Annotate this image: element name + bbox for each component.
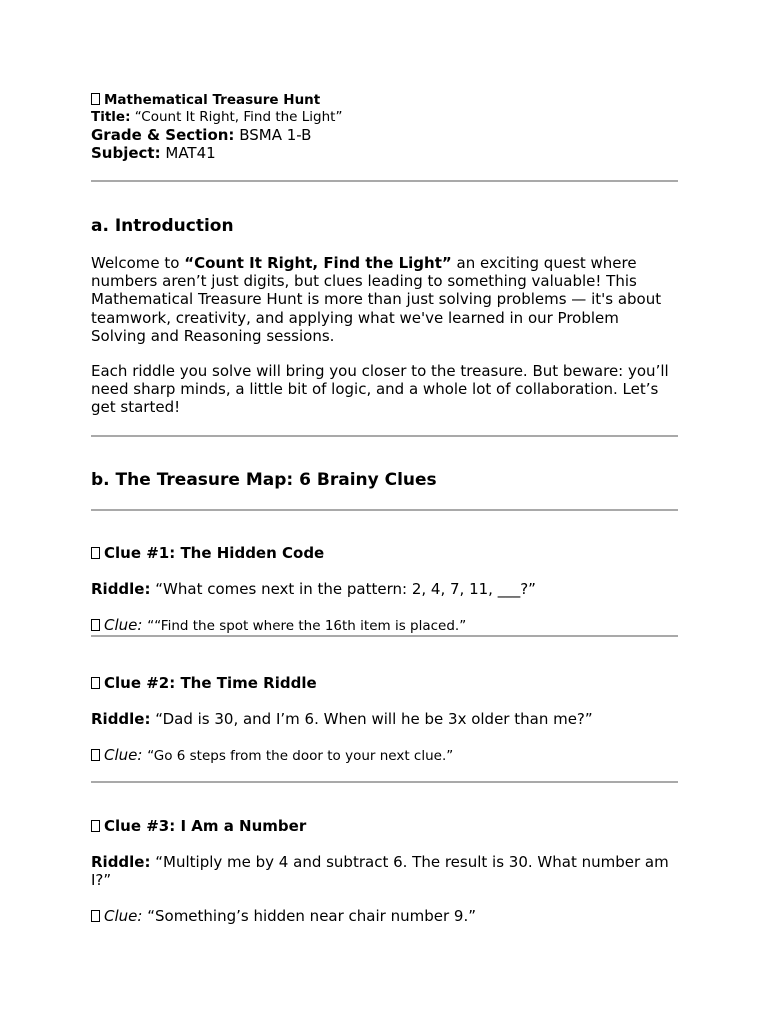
divider: [91, 635, 678, 637]
title-label: Title:: [91, 109, 131, 125]
missing-glyph-icon: [91, 749, 100, 761]
intro-paragraph-1: [91, 254, 678, 345]
subject-line: [91, 144, 678, 162]
clue-3-hint: Clue: “Something’s hidden near chair number 9.”: [91, 907, 476, 925]
intro-p1-bold: “Count It Right, Find the Light”: [184, 254, 452, 272]
clue-3-riddle: Riddle: “Multiply me by 4 and subtract 6. The result is 30. What number am I?”: [91, 853, 669, 889]
clue-1-hint: Clue: ““Find the spot where the 16th item is placed.”: [91, 616, 466, 635]
doc-label-line: [91, 92, 678, 109]
missing-glyph-icon: [91, 547, 100, 559]
divider: [91, 180, 678, 182]
missing-glyph-icon: [91, 677, 100, 689]
clue-1-title: Clue #1: The Hidden Code: [91, 544, 324, 562]
grade-label: Grade & Section:: [91, 126, 235, 144]
clue-2-hint: Clue: “Go 6 steps from the door to your next clue.”: [91, 746, 453, 765]
divider: [91, 781, 678, 783]
clue-2-title: Clue #2: The Time Riddle: [91, 674, 317, 692]
missing-glyph-icon: [91, 93, 100, 105]
intro-heading: a. Introduction: [91, 216, 234, 236]
clue-2-riddle: Riddle: “Dad is 30, and I’m 6. When will he be 3x older than me?”: [91, 710, 593, 728]
divider: [91, 435, 678, 437]
map-heading: b. The Treasure Map: 6 Brainy Clues: [91, 470, 437, 490]
divider: [91, 509, 678, 511]
grade-value: BSMA 1-B: [239, 126, 312, 144]
clue-1-riddle: Riddle: “What comes next in the pattern: 2, 4, 7, 11, ___?”: [91, 580, 536, 598]
title-value: “Count It Right, Find the Light”: [134, 109, 343, 125]
missing-glyph-icon: [91, 820, 100, 832]
subject-value: MAT41: [165, 144, 216, 162]
doc-label: Mathematical Treasure Hunt: [104, 92, 321, 108]
intro-p1-prefix: Welcome to: [91, 254, 185, 272]
document-page: [91, 92, 678, 925]
clue-3-title: Clue #3: I Am a Number: [91, 817, 306, 835]
intro-paragraph-2: Each riddle you solve will bring you closer to the treasure. But beware: you’ll need sharp minds, a little bit of logic, and a whole lot of collaboration. Let’s get started!: [91, 362, 669, 417]
subject-label: Subject:: [91, 144, 161, 162]
missing-glyph-icon: [91, 619, 100, 631]
intro-p1-rest: an exciting quest where numbers aren’t just digits, but clues leading to something valuable! This Mathematical Treasure Hunt is more than just solving problems — it's about teamwork, creativity, and applying what we've learned in our Problem Solving and Reasoning sessions.: [91, 254, 662, 345]
missing-glyph-icon: [91, 910, 100, 922]
title-line: [91, 109, 678, 126]
grade-line: [91, 126, 678, 144]
